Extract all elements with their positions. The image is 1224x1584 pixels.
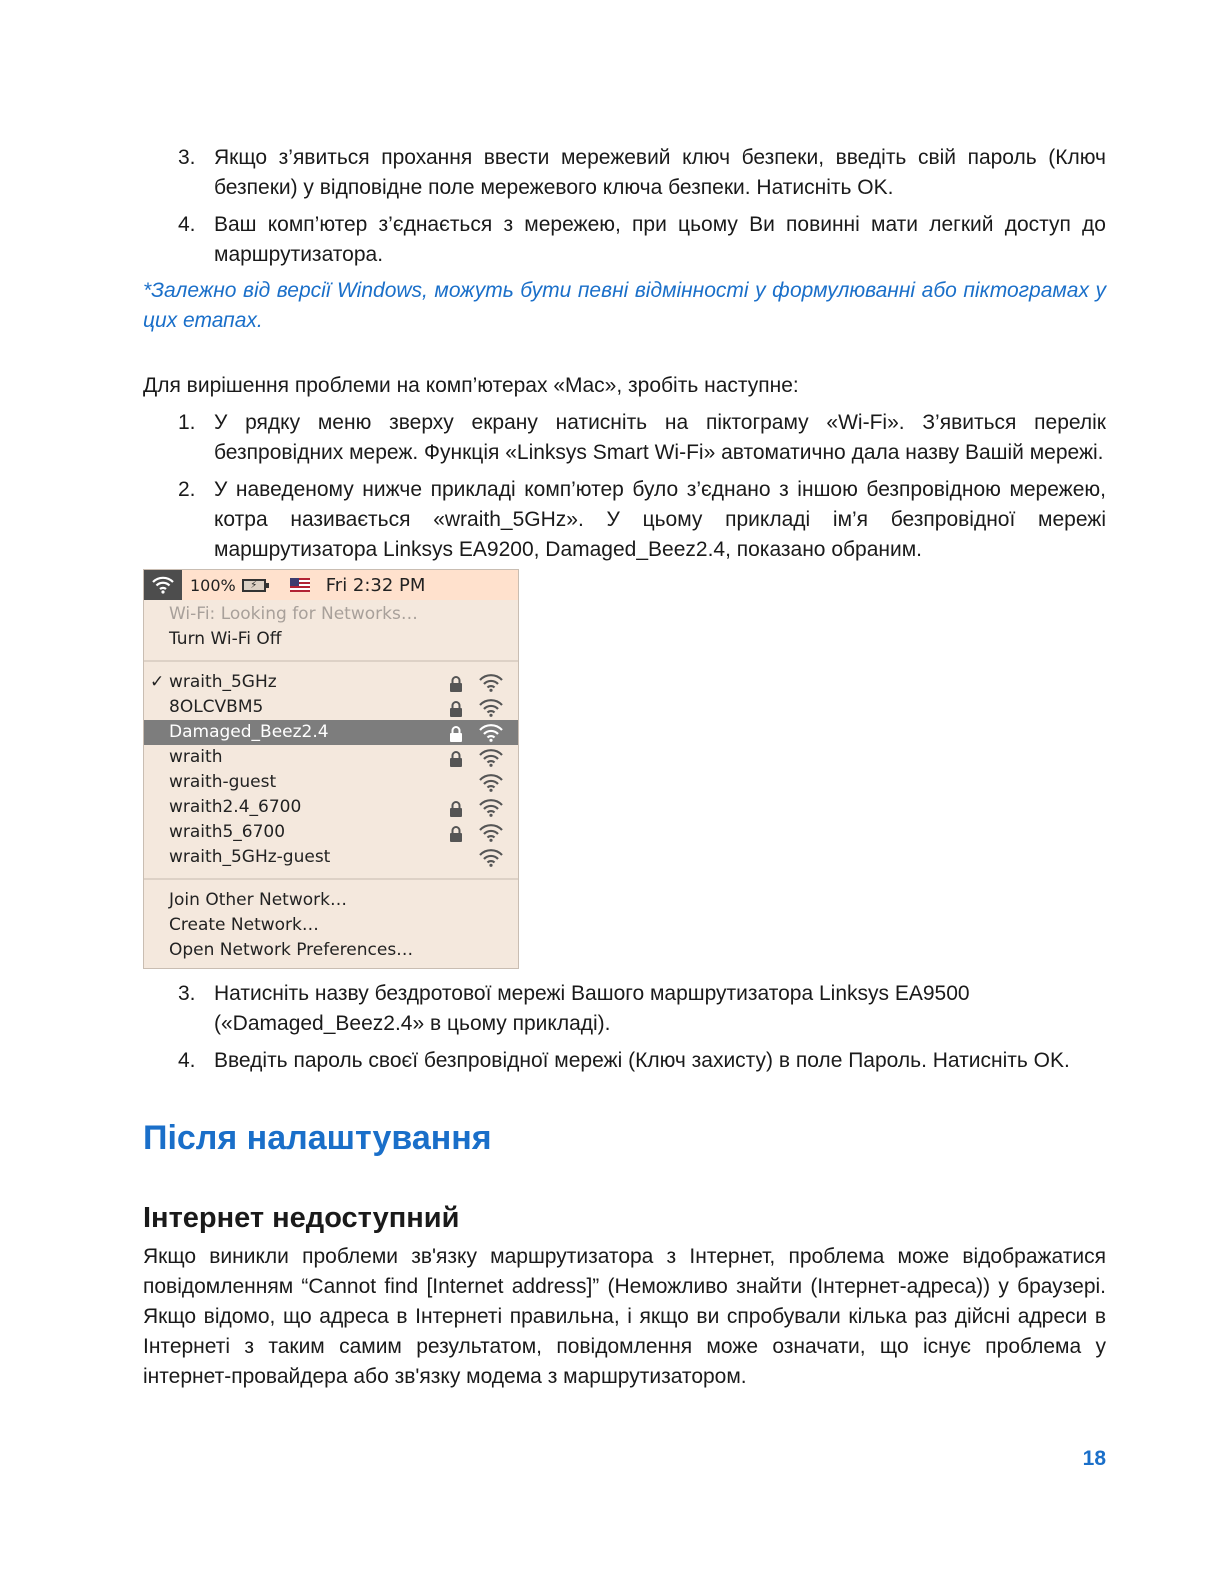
menu-divider: [144, 878, 518, 880]
battery-icon: ⚡: [242, 579, 266, 592]
network-item[interactable]: [144, 770, 518, 795]
network-item[interactable]: [144, 795, 518, 820]
list-item: [143, 1046, 1106, 1076]
step-number: 3.: [178, 982, 196, 1005]
network-name: wraith-guest: [169, 772, 277, 792]
network-item[interactable]: [144, 745, 518, 770]
network-item[interactable]: [144, 670, 518, 695]
step-text: Натисніть назву бездротової мережі Вашого маршрутизатора Linksys EA9500 («Damaged_Beez2.4» в цьому прикладі).: [214, 982, 970, 1035]
step-text: Ваш комп’ютер з’єднається з мережею, при цьому Ви повинні мати легкий доступ до маршрутизатора.: [214, 213, 1106, 266]
turn-wifi-off[interactable]: Turn Wi-Fi Off: [169, 629, 282, 649]
checkmark-icon: ✓: [150, 672, 165, 692]
step-number: 1.: [178, 411, 196, 434]
list-item: [143, 979, 1106, 1039]
windows-steps: [143, 143, 1106, 270]
step-text: Якщо з’явиться прохання ввести мережевий ключ безпеки, введіть свій пароль (Ключ безпеки) у відповідне поле мережевого ключа безпеки. Натисніть OK.: [214, 146, 1106, 199]
wifi-icon: [151, 576, 175, 594]
mac-wifi-menu-screenshot: [143, 569, 519, 969]
network-name: wraith: [169, 747, 223, 767]
step-number: 4.: [178, 1049, 196, 1072]
section-title: Після налаштування: [143, 1119, 492, 1157]
menubar-clock[interactable]: Fri 2:32 PM: [325, 574, 426, 596]
list-item: [143, 408, 1106, 468]
network-list: [144, 670, 518, 870]
page-content: [143, 143, 1106, 1392]
windows-note: *Залежно від версії Windows, можуть бути певні відмінності у формулюванні або піктограмах у цих етапах.: [143, 279, 1106, 332]
battery-percentage: 100%: [190, 575, 236, 595]
step-text: У рядку меню зверху екрану натисніть на піктограму «Wi-Fi». З’явиться перелік безпровідних мереж. Функція «Linksys Smart Wi-Fi» автоматично дала назву Вашій мережі.: [214, 411, 1106, 464]
network-name: wraith2.4_6700: [169, 797, 302, 817]
menubar-wifi-button[interactable]: [144, 570, 182, 600]
menu-divider: [144, 660, 518, 662]
body-paragraph: Якщо виникли проблеми зв'язку маршрутизатора з Інтернет, проблема може відображатися повідомленням “Cannot find [Internet address]” (Неможливо знайти (Інтернет-адреса)) у браузері. Якщо відомо, що адреса в Інтернеті правильна, і якщо ви спробували кілька раз дійсні адреси в Інтернеті з таким самим результатом, повідомлення може означати, що існує проблема у інтернет-провайдера або зв'язку модема з маршрутизатором.: [143, 1245, 1106, 1388]
step-number: 2.: [178, 478, 196, 501]
mac-menu-bar: [144, 570, 518, 600]
network-item[interactable]: [144, 820, 518, 845]
wifi-signal-icon: [478, 849, 504, 875]
mac-intro: Для вирішення проблеми на комп’ютерах «Mac», зробіть наступне:: [143, 374, 799, 397]
create-network[interactable]: Create Network…: [169, 915, 319, 935]
mac-steps: [143, 408, 1106, 565]
list-item: [143, 475, 1106, 565]
list-item: [143, 210, 1106, 270]
step-number: 3.: [178, 146, 196, 169]
step-text: Введіть пароль своєї безпровідної мережі (Ключ захисту) в поле Пароль. Натисніть OK.: [214, 1049, 1070, 1072]
us-flag-icon[interactable]: [290, 578, 310, 592]
page-number: 18: [1082, 1447, 1106, 1470]
list-item: [143, 143, 1106, 203]
network-name: Damaged_Beez2.4: [169, 722, 329, 742]
network-name: 8OLCVBM5: [169, 697, 264, 717]
network-item[interactable]: [144, 845, 518, 870]
network-item[interactable]: [144, 695, 518, 720]
network-item[interactable]: [144, 720, 518, 745]
step-number: 4.: [178, 213, 196, 236]
wifi-status: Wi-Fi: Looking for Networks…: [169, 604, 418, 624]
network-name: wraith_5GHz-guest: [169, 847, 331, 867]
network-name: wraith5_6700: [169, 822, 286, 842]
open-network-preferences[interactable]: Open Network Preferences…: [169, 940, 414, 960]
step-text: У наведеному нижче прикладі комп’ютер було з’єднано з іншою безпровідною мережею, котра називається «wraith_5GHz». У цьому прикладі ім’я безпровідної мережі маршрутизатора Linksys EA9200, Damaged_Beez2.4, показано обраним.: [214, 478, 1106, 561]
mac-steps-continued: [143, 979, 1106, 1076]
join-other-network[interactable]: Join Other Network…: [169, 890, 347, 910]
subsection-title: Інтернет недоступний: [143, 1202, 460, 1234]
network-name: wraith_5GHz: [169, 672, 277, 692]
